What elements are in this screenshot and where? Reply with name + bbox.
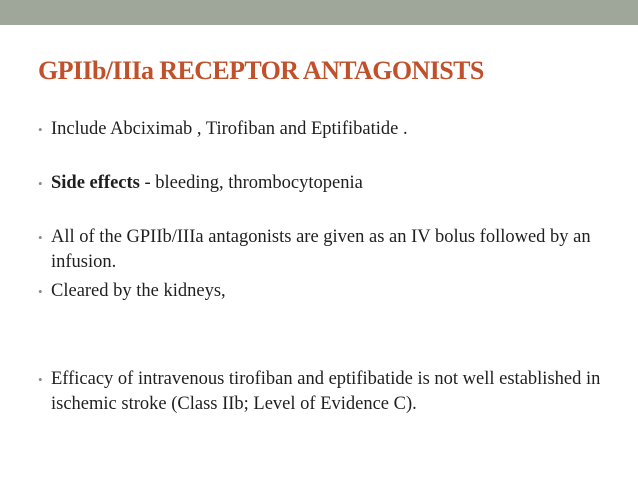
bullet-dot-icon: • — [38, 176, 43, 191]
bullet-bold-label: Side effects — [51, 173, 140, 193]
bullet-item-clearance — [38, 279, 618, 304]
bullet-dot-icon: • — [38, 284, 43, 299]
slide-title: GPIIb/IIIa RECEPTOR ANTAGONISTS — [38, 56, 484, 85]
bullet-item-administration — [38, 225, 618, 275]
bullet-item-efficacy — [38, 367, 618, 417]
bullet-text: All of the GPIIb/IIIa antagonists are given as an IV bolus followed by an infusion. — [51, 227, 591, 272]
bullet-text: Efficacy of intravenous tirofiban and eptifibatide is not well established in ischemic stroke (Class IIb; Level of Evidence C). — [51, 369, 601, 414]
bullet-text: - bleeding, thrombocytopenia — [139, 173, 363, 193]
top-accent-bar — [0, 0, 638, 25]
bullet-text: Cleared by the kidneys, — [51, 281, 226, 301]
bullet-dot-icon: • — [38, 372, 43, 387]
bullet-dot-icon: • — [38, 230, 43, 245]
bullet-dot-icon: • — [38, 122, 43, 137]
bullet-item-drugs — [38, 117, 618, 142]
bullet-text: Include Abciximab , Tirofiban and Eptifibatide . — [51, 119, 408, 139]
bullet-list — [38, 117, 618, 417]
bullet-item-side-effects — [38, 171, 618, 196]
